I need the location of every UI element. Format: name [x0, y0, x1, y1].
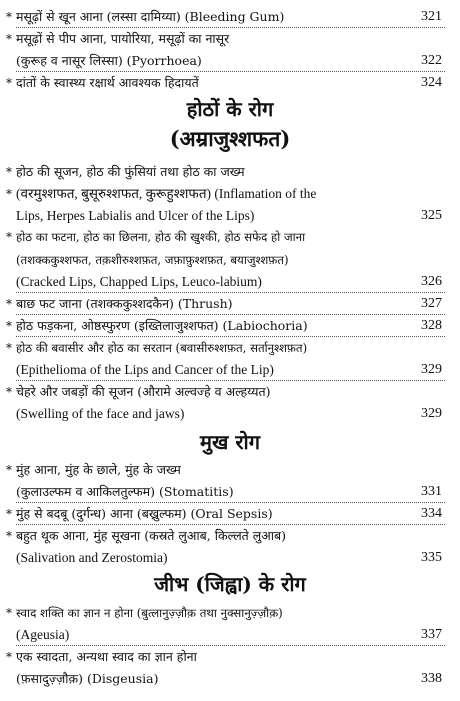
- dotted-separator: [16, 336, 445, 337]
- entry-text: होठ की बवासीर और होठ का सरतान (बवासीरुश्शफ़त, सर्तानुश्शफ़त): [16, 341, 308, 355]
- page-number: 329: [421, 362, 442, 377]
- section-subheading-lips: (अम्राजुश्शफत): [169, 126, 291, 151]
- page-number: 338: [421, 671, 442, 686]
- section-heading-lips: होठों के रोग: [186, 97, 274, 121]
- bullet-star-icon: *: [6, 297, 12, 311]
- entry-text: (Swelling of the face and jaws): [16, 406, 185, 421]
- dotted-separator: [16, 314, 445, 315]
- entry-text: (Cracked Lips, Chapped Lips, Leuco-labium): [16, 274, 262, 289]
- entry-text: बहुत थूक आना, मुंह सूखना (कस्रते लुआब, किल्लते लुआब): [16, 528, 287, 543]
- bullet-star-icon: *: [6, 319, 12, 333]
- page-number: 324: [421, 75, 442, 90]
- bullet-star-icon: *: [6, 32, 12, 46]
- entry-text: (कुरूह व नासूर लिस्सा) (Pyorrhoea): [16, 53, 202, 68]
- page-number: 326: [421, 274, 442, 289]
- dotted-separator: [16, 502, 445, 503]
- bullet-star-icon: *: [6, 187, 12, 201]
- entry-text: (Salivation and Zerostomia): [16, 550, 168, 565]
- entry-text: मुंह से बदबू (दुर्गन्ध) आना (बख्रुल्फम) (Oral Sepsis): [16, 506, 273, 521]
- entry-text: दांतों के स्वास्थ्य रक्षार्थ आवश्यक हिदायतें: [16, 75, 199, 90]
- page-number: 322: [421, 53, 442, 68]
- dotted-separator: [16, 380, 445, 381]
- entry-text: होठ फड़कना, ओष्ठस्फुरण (इख्तिलाजुश्शफत) (Labiochoria): [16, 318, 308, 333]
- bullet-star-icon: *: [6, 529, 12, 543]
- section-heading-tongue: जीभ (जिह्वा) के रोग: [154, 572, 306, 596]
- page-number: 337: [421, 627, 442, 642]
- bullet-star-icon: *: [6, 230, 12, 244]
- bullet-star-icon: *: [6, 10, 12, 24]
- entry-text: (वरमुश्शफत, बुसूरुश्शफत, कुरूहुश्शफत) (Inflamation of the: [16, 186, 317, 201]
- entry-text: चेहरे और जबड़ों की सूजन (औरामे अल्वज्हे व अल्हय्यत): [16, 384, 271, 399]
- bullet-star-icon: *: [6, 507, 12, 521]
- entry-text: (फ़सादुज़्ज़ौक़) (Disgeusia): [16, 671, 159, 686]
- bullet-star-icon: *: [6, 463, 12, 477]
- entry-text: स्वाद शक्ति का ज्ञान न होना (बुत्लानुज़्ज़ौक़ तथा नुक्सानुज़्ज़ौक़): [16, 606, 283, 620]
- bullet-star-icon: *: [6, 650, 12, 664]
- dotted-separator: [16, 27, 445, 28]
- entry-text: (Epithelioma of the Lips and Cancer of the Lip): [16, 362, 274, 377]
- page-number: 331: [421, 484, 442, 499]
- page-number: 328: [421, 318, 442, 333]
- page-number: 327: [421, 296, 442, 311]
- dotted-separator: [16, 71, 445, 72]
- page-number: 334: [421, 506, 442, 521]
- entry-text: मसूढ़ों से खून आना (लस्सा दामिय्या) (Bleeding Gum): [16, 9, 285, 24]
- page-number: 321: [421, 9, 442, 24]
- dotted-separator: [16, 524, 445, 525]
- entry-text: होठ की सूजन, होठ की फुंसियां तथा होठ का जख्म: [16, 164, 245, 179]
- entry-text: होठ का फटना, होठ का छिलना, होठ की खुश्की, होठ सफेद हो जाना: [16, 230, 306, 244]
- entry-text: (कुलाउल्फम व आकिलतुल्फम) (Stomatitis): [16, 484, 234, 499]
- entry-text: एक स्वादता, अन्यथा स्वाद का ज्ञान होना: [16, 649, 197, 664]
- dotted-separator: [16, 292, 445, 293]
- entry-text: मसूढ़ों से पीप आना, पायोरिया, मसूढ़ों का नासूर: [16, 31, 230, 46]
- bullet-star-icon: *: [6, 341, 12, 355]
- page-number: 335: [421, 550, 442, 565]
- entry-text: Lips, Herpes Labialis and Ulcer of the Lips): [16, 208, 255, 223]
- page-number: 329: [421, 406, 442, 421]
- entry-text: बाछ फट जाना (तशक्ककुश्शदकैन) (Thrush): [16, 296, 233, 311]
- section-heading-mouth: मुख रोग: [200, 430, 260, 454]
- bullet-star-icon: *: [6, 606, 12, 620]
- bullet-star-icon: *: [6, 76, 12, 90]
- page-number: 325: [421, 208, 442, 223]
- bullet-star-icon: *: [6, 165, 12, 179]
- bullet-star-icon: *: [6, 385, 12, 399]
- entry-text: (तशक्ककुश्शफत, तक़शीरुश्शफ़त, जफ़ाफ़ुश्शफ़त, बयाजुश्शफ़त): [16, 253, 289, 267]
- entry-text: मुंह आना, मुंह के छाले, मुंह के जख्म: [16, 462, 181, 477]
- dotted-separator: [16, 645, 445, 646]
- entry-text: (Ageusia): [16, 627, 70, 642]
